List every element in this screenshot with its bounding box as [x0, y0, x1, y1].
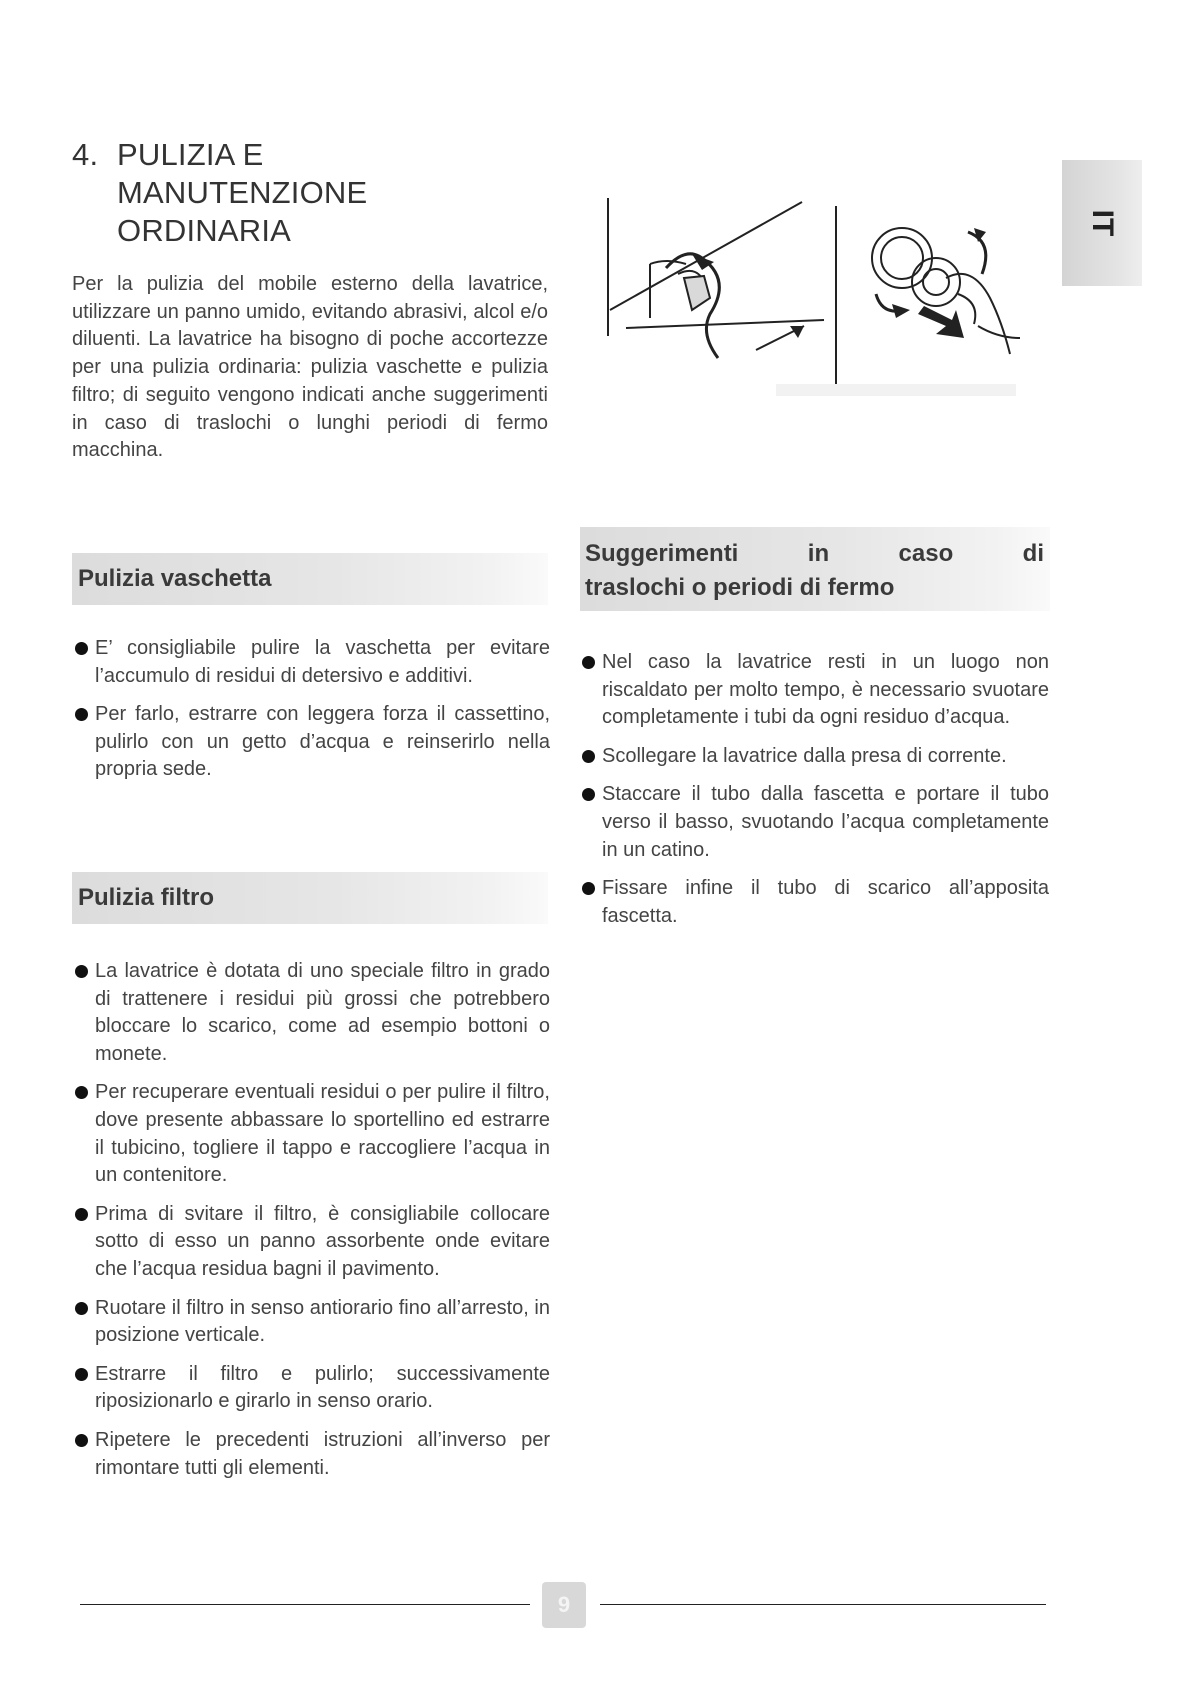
suggerimenti-list [582, 649, 1049, 930]
bullet-dot [75, 965, 88, 978]
section-title [72, 136, 367, 250]
bullet-dot [75, 1208, 88, 1221]
bullet-dot [75, 1368, 88, 1381]
bullet-dot [75, 1086, 88, 1099]
list-item: Ripetere le precedenti istruzioni all’inverso per rimontare tutti gli elementi. [75, 1427, 550, 1482]
footer-rule-right [600, 1604, 1046, 1605]
list-item: Nel caso la lavatrice resti in un luogo non riscaldato per molto tempo, è necessario svuotare completamente i tubi da ogni residuo d’acqua. [582, 649, 1049, 732]
list-item: Estrarre il filtro e pulirlo; successivamente riposizionarlo e girarlo in senso orario. [75, 1361, 550, 1416]
language-tab [1062, 160, 1142, 286]
bullet-dot [582, 750, 595, 763]
heading-pulizia-filtro [72, 872, 548, 924]
list-item: Scollegare la lavatrice dalla presa di corrente. [582, 743, 1049, 771]
list-item: Per recuperare eventuali residui o per pulire il filtro, dove presente abbassare lo sportellino ed estrarre il tubicino, togliere il tappo e raccogliere l’acqua in un contenitore. [75, 1079, 550, 1189]
section-number: 4. [72, 137, 99, 172]
bullet-dot [75, 1434, 88, 1447]
pulizia-vaschetta-list [75, 635, 550, 784]
bullet-dot [75, 642, 88, 655]
heading-pulizia-filtro-text: Pulizia filtro [78, 884, 215, 911]
bullet-dot [75, 708, 88, 721]
section-title-line-3: ORDINARIA [117, 213, 292, 248]
list-item: E’ consigliabile pulire la vaschetta per evitare l’accumulo di residui di detersivo e additivi. [75, 635, 550, 690]
heading-suggerimenti-line-1: Suggerimenti in caso di [585, 540, 1044, 567]
page-number [542, 1582, 586, 1628]
footer-rule-left [80, 1604, 530, 1605]
list-item: Prima di svitare il filtro, è consigliabile collocare sotto di esso un panno assorbente onde evitare che l’acqua residua bagni il pavimento. [75, 1201, 550, 1284]
list-item: Per farlo, estrarre con leggera forza il cassettino, pulirlo con un getto d’acqua e reinserirlo nella propria sede. [75, 701, 550, 784]
language-tab-label: IT [1086, 209, 1119, 237]
list-item: Ruotare il filtro in senso antiorario fino all’arresto, in posizione verticale. [75, 1295, 550, 1350]
list-item: Staccare il tubo dalla fascetta e portare il tubo verso il basso, svuotando l’acqua completamente in un catino. [582, 781, 1049, 864]
bullet-dot [75, 1302, 88, 1315]
heading-pulizia-vaschetta-text: Pulizia vaschetta [78, 565, 272, 592]
list-item: Fissare infine il tubo di scarico all’apposita fascetta. [582, 875, 1049, 930]
heading-suggerimenti [580, 527, 1050, 611]
bullet-dot [582, 656, 595, 669]
filter-cleaning-illustration [606, 198, 1046, 428]
page-number-text: 9 [557, 1592, 571, 1617]
bullet-dot [582, 882, 595, 895]
heading-suggerimenti-line-2: traslochi o periodi di fermo [585, 574, 895, 601]
section-title-line-2: MANUTENZIONE [117, 175, 368, 210]
intro-paragraph: Per la pulizia del mobile esterno della lavatrice, utilizzare un panno umido, evitando abrasivi, alcol e/o diluenti. La lavatrice ha bisogno di poche accortezze per una pulizia ordinaria: pulizia vaschette e pulizia filtro; di seguito vengono indicati anche suggerimenti in caso di traslochi o lunghi periodi di fermo macchina. [72, 273, 548, 462]
list-item: La lavatrice è dotata di uno speciale filtro in grado di trattenere i residui più grossi che potrebbero bloccare lo scarico, come ad esempio bottoni o monete. [75, 958, 550, 1068]
heading-pulizia-vaschetta [72, 553, 548, 605]
pulizia-filtro-list [75, 958, 550, 1482]
bullet-dot [582, 788, 595, 801]
section-title-line-1: PULIZIA E [117, 137, 264, 172]
